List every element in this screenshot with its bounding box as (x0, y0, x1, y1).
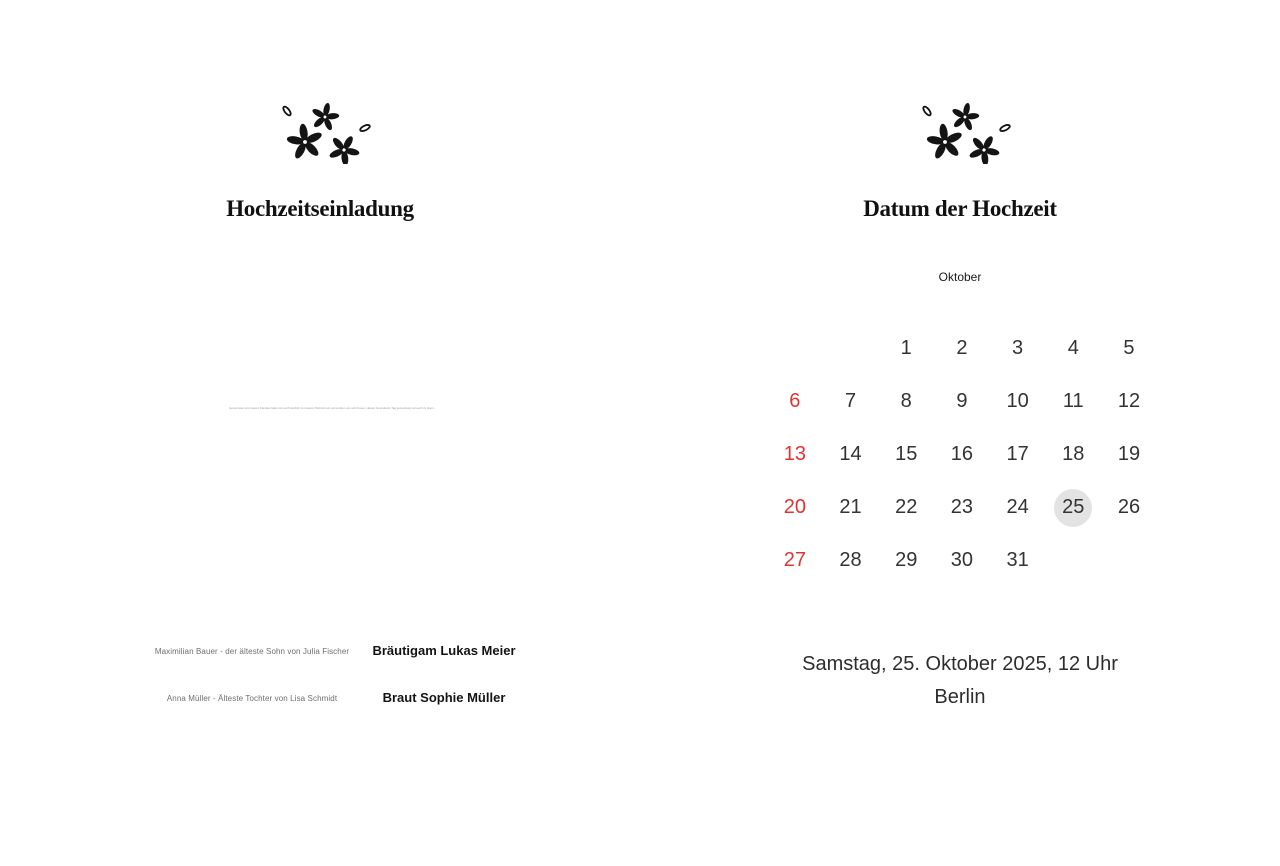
calendar-grid (767, 322, 1157, 587)
calendar-day: 28 (839, 549, 862, 571)
calendar-day: 18 (1062, 443, 1085, 465)
bride-name: Braut Sophie Müller (382, 690, 506, 705)
calendar-day: 26 (1117, 496, 1141, 518)
calendar-empty-cell (767, 322, 823, 375)
bride-parent-line: Anna Müller - Älteste Tochter von Lisa Schmidt (166, 694, 338, 703)
calendar-day: 24 (1006, 496, 1029, 518)
calendar-day: 8 (900, 390, 912, 412)
calendar-day: 30 (950, 549, 974, 571)
calendar-day: 21 (839, 496, 862, 518)
bride-row (0, 690, 640, 710)
calendar-day: 4 (1067, 337, 1079, 359)
calendar-day: 15 (895, 443, 918, 465)
calendar-day: 7 (844, 390, 857, 412)
calendar-day: 29 (895, 549, 918, 571)
flowers-decoration-icon (278, 100, 374, 164)
calendar-day: 17 (1006, 443, 1029, 465)
wedding-location-text: Berlin (934, 686, 986, 708)
calendar-day: 20 (783, 496, 806, 518)
date-page (640, 0, 1280, 866)
calendar-day: 9 (956, 390, 968, 412)
wedding-datetime-text: Samstag, 25. Oktober 2025, 12 Uhr (802, 653, 1118, 675)
calendar-day: 14 (839, 443, 862, 465)
calendar-empty-cell (1101, 534, 1157, 587)
calendar-empty-cell (1045, 534, 1101, 587)
calendar-month-label: Oktober (938, 270, 982, 284)
calendar-day: 2 (956, 337, 968, 359)
calendar-day-selected: 25 (1045, 481, 1101, 534)
groom-row (0, 643, 640, 663)
calendar-day: 19 (1117, 443, 1141, 465)
calendar-empty-cell (823, 322, 879, 375)
flowers-decoration-icon (918, 100, 1014, 164)
page-title: Hochzeitseinladung (226, 196, 414, 221)
calendar-day: 16 (950, 443, 974, 465)
calendar-day: 3 (1012, 337, 1024, 359)
calendar-day: 11 (1062, 390, 1084, 412)
calendar-day: 5 (1123, 337, 1135, 359)
calendar-day: 31 (1006, 549, 1029, 571)
calendar-day: 27 (783, 549, 806, 571)
calendar-day: 10 (1006, 390, 1029, 412)
groom-name: Bräutigam Lukas Meier (372, 643, 516, 658)
calendar-day: 23 (950, 496, 974, 518)
page-title: Datum der Hochzeit (863, 196, 1057, 221)
calendar-day: 22 (895, 496, 918, 518)
calendar-day: 12 (1117, 390, 1141, 412)
calendar-day: 6 (789, 390, 801, 412)
calendar-day: 1 (900, 337, 912, 359)
groom-parent-line: Maximilian Bauer - der älteste Sohn von Julia Fischer (154, 647, 350, 656)
intro-text: Gemeinsam mit unseren Familien laden wir euch herzlich zu unserer Hochzeit ein und würden uns sehr freuen, diesen besonderen Tag gemeinsam mit euch zu feiern. (228, 406, 435, 410)
calendar-day: 13 (783, 443, 806, 465)
